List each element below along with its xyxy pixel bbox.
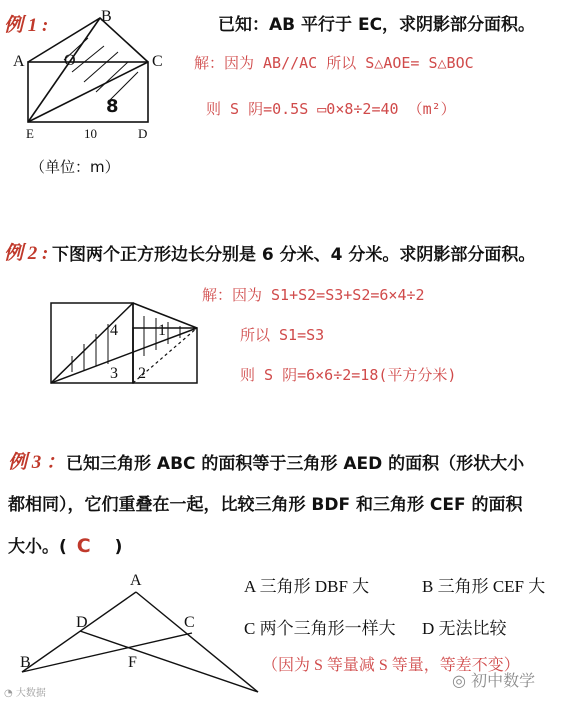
point-F-label: F bbox=[128, 654, 137, 671]
example-number: 2 bbox=[27, 243, 38, 264]
point-C-label: C bbox=[152, 53, 163, 70]
example-2-question: 下图两个正方形边长分别是 6 分米、4 分米。求阴影部分面积。 bbox=[52, 245, 536, 265]
answer-letter: C bbox=[76, 535, 91, 557]
option-b: B 三角形 CEF 大 bbox=[422, 577, 546, 596]
point-A-label: A bbox=[130, 572, 142, 589]
example-label: 例 bbox=[8, 452, 28, 473]
side-AB bbox=[22, 592, 136, 672]
example-number: 3 bbox=[31, 452, 42, 473]
region-1-label: 1 bbox=[158, 322, 166, 339]
example-1-question: 已知：AB 平行于 EC，求阴影部分面积。 bbox=[218, 15, 536, 35]
example-number: 1 bbox=[27, 15, 38, 36]
watermark-left-icon: ◔ bbox=[4, 688, 13, 699]
region-3-label: 3 bbox=[110, 365, 118, 382]
option-d: D 无法比较 bbox=[422, 619, 507, 638]
watermark-left: ◔ 大数据 bbox=[4, 688, 46, 699]
example-label: 例 bbox=[4, 243, 24, 264]
point-D-label: D bbox=[76, 614, 88, 631]
example-2-solution-line-2: 所以 S1=S3 bbox=[240, 326, 325, 344]
example-2-solution-line-1: 解：因为 S1+S2=S3+S2=6×4÷2 bbox=[202, 286, 425, 304]
point-E-label: E bbox=[26, 126, 34, 141]
example-colon: : bbox=[42, 243, 49, 264]
point-D-label: D bbox=[138, 126, 148, 141]
region-4-label: 4 bbox=[110, 322, 118, 339]
option-a: A 三角形 DBF 大 bbox=[244, 577, 370, 596]
wechat-icon: ◎ bbox=[452, 671, 466, 690]
explanation-note: （因为 S 等量减 S 等量，等差不变） bbox=[262, 657, 520, 674]
example-colon: : bbox=[42, 15, 49, 36]
point-A-label: A bbox=[13, 53, 25, 70]
unit-note: （单位：m） bbox=[30, 158, 120, 176]
point-B-label: B bbox=[20, 654, 31, 671]
region-2-label: 2 bbox=[138, 365, 146, 382]
example-2-solution-line-3: 则 S 阴=6×6÷2=18(平方分米) bbox=[240, 366, 457, 384]
dimension-8: 8 bbox=[106, 96, 119, 117]
example-3-question-line-2: 都相同），它们重叠在一起，比较三角形 BDF 和三角形 CEF 的面积 bbox=[8, 495, 523, 515]
example-label: 例 bbox=[4, 15, 24, 36]
bracket-close: ) bbox=[114, 537, 123, 557]
watermark-right: ◎ 初中数学 bbox=[452, 671, 536, 690]
side-DE bbox=[80, 631, 258, 692]
example-colon: ： bbox=[46, 452, 66, 473]
example-3-question-line-1: 已知三角形 ABC 的面积等于三角形 AED 的面积（形状大小 bbox=[66, 454, 525, 474]
option-c: C 两个三角形一样大 bbox=[244, 619, 396, 638]
dimension-10: 10 bbox=[84, 126, 97, 141]
side-BC bbox=[22, 633, 192, 672]
example-1-solution-line-2: 则 S 阴=0.5S ▭0×8÷2=40 （m²） bbox=[206, 100, 456, 118]
point-O-label: O bbox=[64, 52, 76, 69]
example-1-solution-line-1: 解：因为 AB//AC 所以 S△AOE= S△BOC bbox=[194, 54, 474, 72]
point-B-label: B bbox=[101, 8, 112, 25]
point-C-label: C bbox=[184, 614, 195, 631]
bracket-open: 大小。( bbox=[8, 537, 67, 557]
